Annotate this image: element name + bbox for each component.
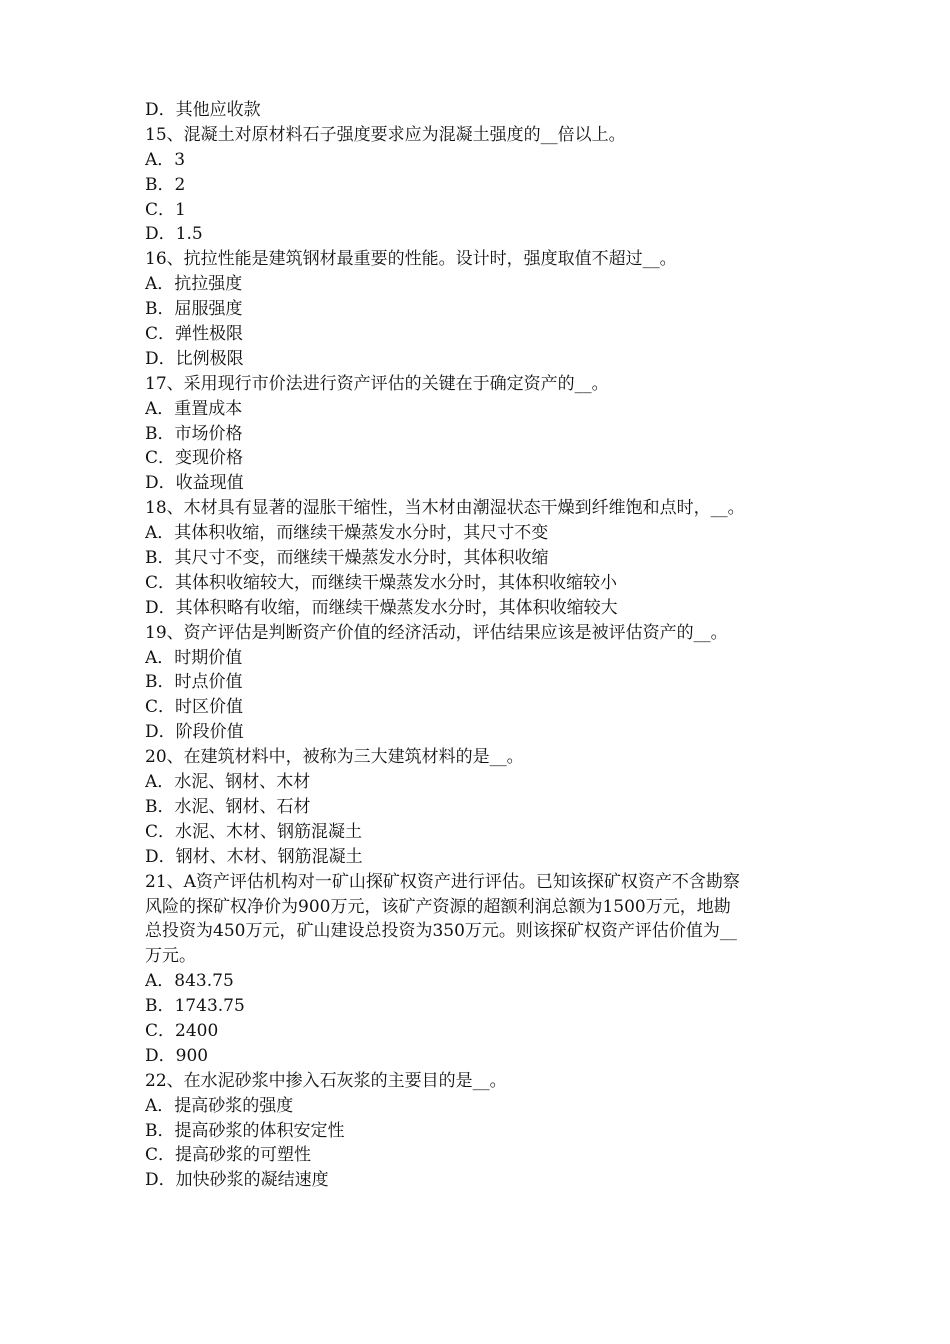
text-line: 20、在建筑材料中，被称为三大建筑材料的是__。: [145, 747, 524, 768]
text-line: D．其他应收款: [145, 100, 261, 120]
text-line: A．其体积收缩，而继续干燥蒸发水分时，其尺寸不变: [145, 523, 549, 544]
text-line: D．阶段价值: [145, 722, 244, 743]
text-line: 风险的探矿权净价为900万元，该矿产资源的超额利润总额为1500万元，地勘: [145, 896, 731, 917]
text-line: 19、资产评估是判断资产价值的经济活动，评估结果应该是被评估资产的__。: [145, 622, 728, 643]
text-line: B．屈服强度: [145, 299, 243, 320]
text-line: B．1743.75: [145, 996, 245, 1017]
questions-21-options-and-22: [145, 969, 815, 1193]
text-line: A．843.75: [145, 971, 234, 992]
text-line: B．提高砂浆的体积安定性: [145, 1120, 345, 1141]
text-line: C．其体积收缩较大，而继续干燥蒸发水分时，其体积收缩较小: [145, 572, 618, 593]
text-line: A．重置成本: [145, 398, 243, 419]
text-line: D．1.5: [145, 224, 203, 245]
text-line: D．比例极限: [145, 348, 244, 369]
text-line: 总投资为450万元，矿山建设总投资为350万元。则该探矿权资产评估价值为__: [145, 921, 737, 942]
text-line: C．弹性极限: [145, 324, 244, 345]
text-line: D．900: [145, 1045, 209, 1066]
text-line: C．水泥、木材、钢筋混凝土: [145, 821, 363, 842]
text-line: A．时期价值: [145, 647, 243, 668]
text-line: B．2: [145, 174, 186, 195]
text-line: D．其体积略有收缩，而继续干燥蒸发水分时，其体积收缩较大: [145, 597, 618, 618]
text-line: D．加快砂浆的凝结速度: [145, 1170, 329, 1191]
text-line: D．收益现值: [145, 473, 244, 494]
question-21-stem: [145, 870, 815, 970]
text-line: B．时点价值: [145, 672, 243, 693]
text-line: 22、在水泥砂浆中掺入石灰浆的主要目的是__。: [145, 1070, 507, 1091]
text-line: D．钢材、木材、钢筋混凝土: [145, 846, 363, 867]
text-line: 16、抗拉性能是建筑钢材最重要的性能。设计时，强度取值不超过__。: [145, 249, 677, 270]
text-line: C．1: [145, 199, 186, 220]
text-line: C．时区价值: [145, 697, 244, 718]
text-line: C．2400: [145, 1020, 219, 1041]
text-line: 17、采用现行市价法进行资产评估的关键在于确定资产的__。: [145, 373, 609, 394]
text-line: A．3: [145, 149, 186, 170]
text-line: A．提高砂浆的强度: [145, 1095, 294, 1116]
document-content: [145, 98, 815, 1193]
text-line: C．变现价格: [145, 448, 244, 469]
text-line: 18、木材具有显著的湿胀干缩性，当木材由潮湿状态干燥到纤维饱和点时，__。: [145, 498, 745, 519]
text-line: A．水泥、钢材、木材: [145, 772, 311, 793]
questions-15-to-20: [145, 98, 815, 870]
text-line: 15、混凝土对原材料石子强度要求应为混凝土强度的__倍以上。: [145, 124, 626, 145]
text-line: B．市场价格: [145, 423, 243, 444]
text-line: 万元。: [145, 946, 196, 967]
text-line: C．提高砂浆的可塑性: [145, 1145, 312, 1166]
text-line: B．其尺寸不变，而继续干燥蒸发水分时，其体积收缩: [145, 548, 549, 569]
text-line: 21、A资产评估机构对一矿山探矿权资产进行评估。已知该探矿权资产不含勘察: [145, 871, 740, 892]
text-line: A．抗拉强度: [145, 274, 243, 295]
text-line: B．水泥、钢材、石材: [145, 796, 311, 817]
